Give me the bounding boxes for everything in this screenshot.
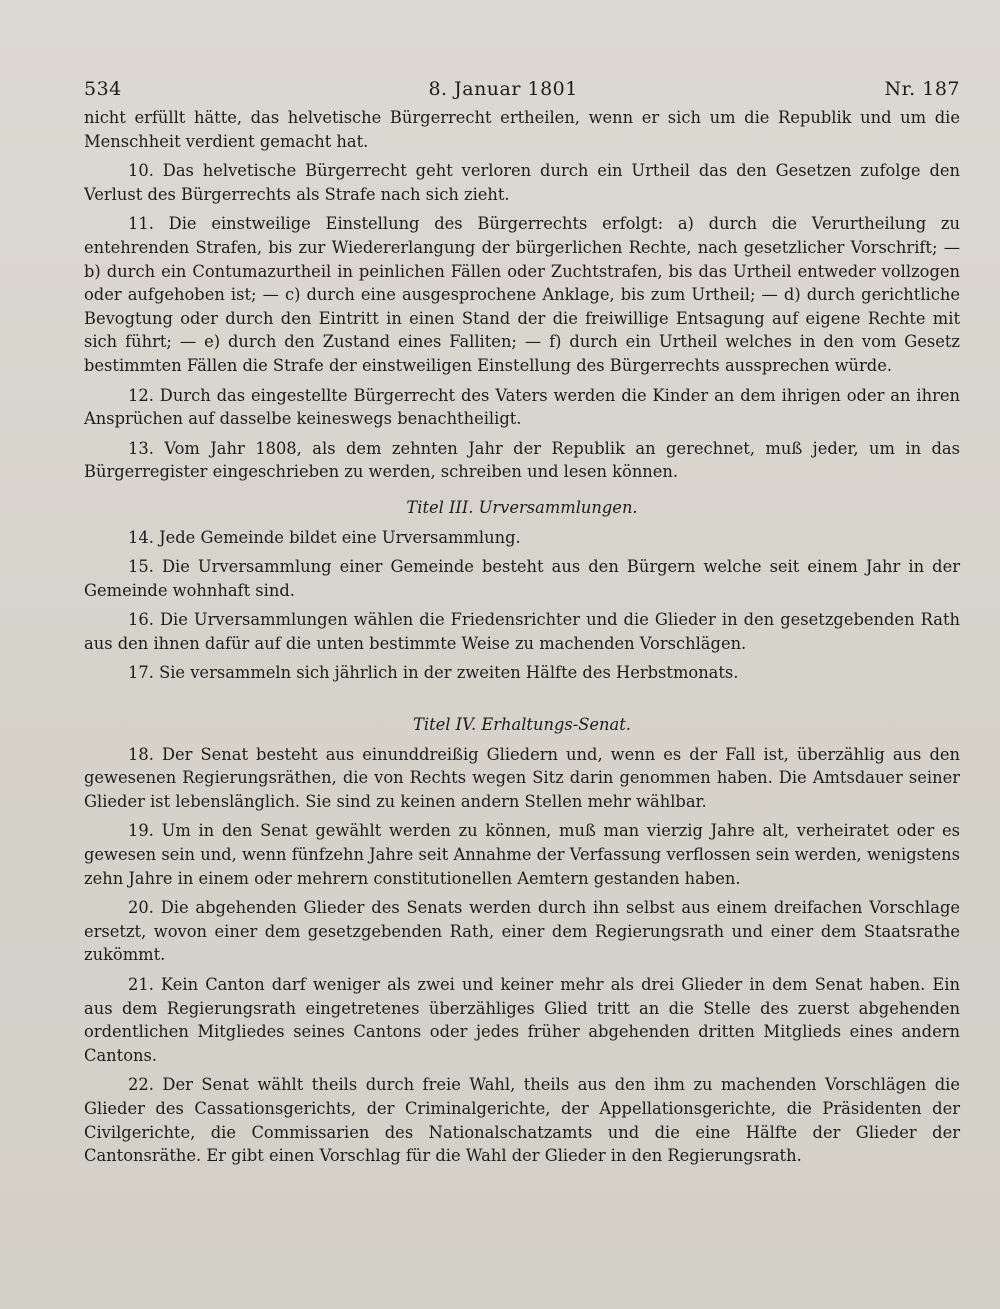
section-title-3: Titel III. Urversammlungen. (406, 497, 638, 517)
page-number: 534 (84, 78, 122, 100)
article-13: 13. Vom Jahr 1808, als dem zehnten Jahr der Republik an gerechnet, muß jeder, um in das Bürgerregister eingeschrieben zu werden, schreiben und lesen können. (84, 438, 960, 482)
document-number: Nr. 187 (884, 78, 960, 100)
article-18: 18. Der Senat besteht aus einunddreißig Gliedern und, wenn es der Fall ist, überzählig aus den gewesenen Regierungsräthen, die von Rechts wegen Sitz darin genommen haben. Die Amtsdauer seiner Glieder ist lebenslänglich. Sie sind zu keinen andern Stellen mehr wählbar. (84, 744, 960, 811)
article-22: 22. Der Senat wählt theils durch freie Wahl, theils aus den ihm zu machenden Vorschlägen die Glieder des Cassationsgerichts, der Criminalgerichte, der Appellationsgerichte, die Präsidenten der Civilgerichte, die Commissarien des Nationalschatzamts und die eine Hälfte der Glieder der Cantonsräthe. Er gibt einen Vorschlag für die Wahl der Glieder in den Regierungsrath. (84, 1075, 960, 1166)
page-body (84, 106, 960, 1168)
article-12: 12. Durch das eingestellte Bürgerrecht des Vaters werden die Kinder an dem ihrigen oder an ihren Ansprüchen auf dasselbe keineswegs benachtheiligt. (84, 385, 960, 429)
article-20: 20. Die abgehenden Glieder des Senats werden durch ihn selbst aus einem dreifachen Vorschlage ersetzt, wovon einer dem gesetzgebenden Rath, einer dem Regierungsrath und einer dem Staatsrathe zukömmt. (84, 898, 960, 965)
article-17: 17. Sie versammeln sich jährlich in der zweiten Hälfte des Herbstmonats. (128, 663, 739, 683)
paragraph-continuation: nicht erfüllt hätte, das helvetische Bürgerrecht ertheilen, wenn er sich um die Republik und um die Menschheit verdient gemacht hat. (84, 108, 960, 151)
section-title-4: Titel IV. Erhaltungs-Senat. (413, 715, 631, 735)
article-16: 16. Die Urversammlungen wählen die Friedensrichter und die Glieder in den gesetzgebenden Rath aus den ihnen dafür auf die unten bestimmte Weise zu machenden Vorschlägen. (84, 610, 960, 653)
page-date: 8. Januar 1801 (428, 78, 578, 100)
article-21: 21. Kein Canton darf weniger als zwei und keiner mehr als drei Glieder in dem Senat haben. Ein aus dem Regierungsrath eingetretenes überzähliges Glied tritt an die Stelle des zuerst abgehenden ordentlichen Mitgliedes seines Cantons oder jedes früher abgehenden dritten Mitglieds eines andern Cantons. (84, 975, 960, 1065)
article-19: 19. Um in den Senat gewählt werden zu können, muß man vierzig Jahre alt, verheiratet oder es gewesen sein und, wenn fünfzehn Jahre seit Annahme der Verfassung verflossen sein werden, wenigstens zehn Jahre in einem oder mehrern constitutionellen Aemtern gestanden haben. (84, 821, 960, 888)
page-header (84, 78, 960, 100)
article-14: 14. Jede Gemeinde bildet eine Urversammlung. (128, 527, 521, 547)
article-10: 10. Das helvetische Bürgerrecht geht verloren durch ein Urtheil das den Gesetzen zufolge den Verlust des Bürgerrechts als Strafe nach sich zieht. (84, 161, 960, 204)
article-15: 15. Die Urversammlung einer Gemeinde besteht aus den Bürgern welche seit einem Jahr in der Gemeinde wohnhaft sind. (84, 557, 960, 600)
article-11: 11. Die einstweilige Einstellung des Bürgerrechts erfolgt: a) durch die Verurtheilung zu entehrenden Strafen, bis zur Wiedererlangung der bürgerlichen Rechte, nach gesetzlicher Vorschrift; — b) durch ein Contumazurtheil in peinlichen Fällen oder Zuchtstrafen, bis das Urtheil entweder vollzogen oder aufgehoben ist; — c) durch eine ausgesprochene Anklage, bis zum Urtheil; — d) durch gerichtliche Bevogtung oder durch den Eintritt in einen Stand der die freiwillige Entsagung auf eigene Rechte mit sich führt; — e) durch den Zustand eines Falliten; — f) durch ein Urtheil welches in den vom Gesetz bestimmten Fällen die Strafe der einstweiligen Einstellung des Bürgerrechts aussprechen würde. (84, 214, 960, 375)
